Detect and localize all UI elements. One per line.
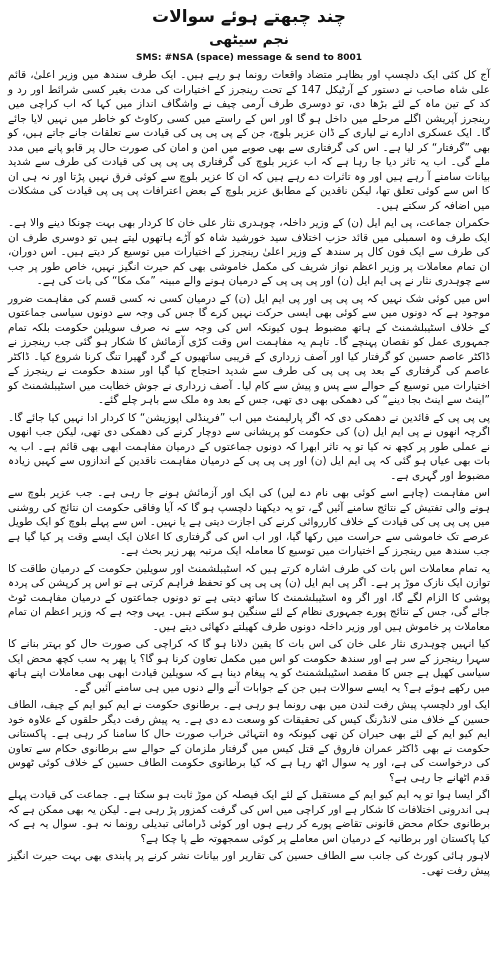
article-paragraph: یہ تمام معاملات اس بات کی طرف اشارہ کرتے ہیں کہ اسٹیبلشمنٹ اور سویلین حکومت کے درمیان طاقت کا توازن ایک نازک موڑ پر ہے۔ اگر پی ایم ایل (ن) پی پی پی کو تحفظ فراہم کرتی ہے تو اس پر کرپشن کی پردہ پوشی کا الزام لگے گا، اور اگر وہ اسٹیبلشمنٹ کا ساتھ دیتی ہے تو دونوں جماعتوں کے درمیان مفاہمت ٹوٹ جائے گی، جس کے نتائج پورے جمہوری نظام کے لئے سنگین ہو سکتے ہیں۔ یہی وجہ ہے کہ وزیر اعظم ان تمام معاملات پر خاموش ہیں اور وزیر داخلہ دونوں طرف کھیلتے دکھائی دیتے ہیں۔ [8,562,490,633]
article-paragraph: اگر ایسا ہوا تو یہ ایم کیو ایم کے مستقبل کے لئے ایک فیصلہ کن موڑ ثابت ہو سکتا ہے۔ جماعت کی قیادت پہلے ہی اندرونی اختلافات کا شکار ہے اور کراچی میں اس کی گرفت کمزور پڑ رہی ہے۔ لیکن یہ بھی ممکن ہے کہ برطانوی حکام محض قانونی تقاضے پورے کر رہے ہوں اور کوئی ڈرامائی تبدیلی رونما نہ ہو۔ سوال یہ ہے کہ کیا پاکستان اور برطانیہ کے درمیان اس معاملے پر کوئی سمجھوتہ طے پا چکا ہے؟ [8,789,490,845]
article-paragraph: لاہور ہائی کورٹ کی جانب سے الطاف حسین کی تقاریر اور بیانات نشر کرنے پر پابندی بھی بہت حیرت انگیز پیش رفت تھی۔ [8,850,490,877]
article-headline: چند چبھتے ہوئے سوالات [152,7,346,27]
sms-line: SMS: #NSA (space) message & send to 8001 [135,53,363,63]
article-paragraph: اس میں کوئی شک نہیں کہ پی پی پی اور پی ایم ایل (ن) کے درمیان کسی نہ کسی قسم کی مفاہمت ضرور موجود ہے کہ دونوں میں سے کوئی بھی ایسی حرکت نہیں کرے گا جس کی وجہ سے دونوں سیاسی جماعتوں کے خلاف اسٹیبلشمنٹ کے ہاتھ مضبوط ہوں کیونکہ اس کی وجہ سے نہ صرف سویلین حکومت بلکہ تمام جمہوری عمل کو نقصان پہنچے گا۔ تاہم یہ مفاہمت اس وقت کڑی آزمائش کا شکار ہو گئی جب رینجرز نے ڈاکٹر عاصم حسین کو گرفتار کیا اور آصف زرداری کے قریبی ساتھیوں کے گرد گھیرا تنگ کرنا شروع کیا۔ ڈاکٹر عاصم کی گرفتاری کے بعد پی پی پی کی طرف سے شدید احتجاج کیا گیا اور سندھ حکومت نے رینجرز کے اختیارات میں توسیع کے حوالے سے پس و پیش سے کام لیا۔ آصف زرداری نے جوش خطابت میں اسٹیبلشمنٹ کو ”اینٹ سے اینٹ بجا دینے“ کی دھمکی بھی دی تھی، جس کے بعد وہ ملک سے باہر چلے گئے۔ [8,292,490,406]
article-paragraph: کیا انہیں چوہدری نثار علی خان کی اس بات کا یقین دلانا ہو گا کہ کراچی کی صورت حال کو بہتر بنانے کا سہرا رینجرز کے سر ہے اور سندھ حکومت کو اس میں مکمل تعاون کرنا ہو گا؟ یا پھر یہ سب کچھ محض ایک سیاسی کھیل ہے جس کا مقصد اسٹیبلشمنٹ کو یہ پیغام دینا ہے کہ سویلین قیادت ابھی بھی معاملات اپنے ہاتھ میں رکھے ہوئے ہے؟ یہ ایسے سوالات ہیں جن کے جوابات آنے والے دنوں میں ہی سامنے آئیں گے۔ [8,638,490,694]
article-paragraph: اس مفاہمت (چاہے اسے کوئی بھی نام دے لیں) کی ایک اور آزمائش ہونے جا رہی ہے۔ جب عزیر بلوچ سے ہونے والی تفتیش کے نتائج سامنے آئیں گے، تو یہ دیکھنا دلچسپ ہو گا کہ آیا وفاقی حکومت ان نتائج کی روشنی میں پی پی پی کی قیادت کے خلاف کارروائی کرنے کی اجازت دیتی ہے یا نہیں۔ اس سے پہلے بلوچ کو ایک طویل عرصے تک خاموشی سے حراست میں رکھا گیا، اور اب اس کی گرفتاری کا اعلان ایک ایسے وقت پر کیا گیا ہے جب سندھ میں رینجرز کے اختیارات میں توسیع کا معاملہ ایک مرتبہ پھر زیر بحث ہے۔ [8,487,490,557]
article-paragraph: پی پی پی کے قائدین نے دھمکی دی کہ اگر پارلیمنٹ میں اب ”فرینڈلی اپوزیشن“ کا کردار ادا نہیں کیا جائے گا۔ اگرچہ انھوں نے پی ایم ایل (ن) کی حکومت کو پریشانی سے دوچار کرنے کی دھمکی دی تھی، لیکن جب انھوں نے عملی طور پر کچھ نہ کیا تو یہ تاثر ابھرا کہ دونوں جماعتوں کے درمیان مفاہمت ابھی بھی قائم ہے۔ اب یہ بات بھی عیاں ہو گئی کہ پی ایم ایل (ن) اور پی پی پی کے درمیان مفاہمت ناقدین کے اندازوں سے کہیں زیادہ مضبوط اور گہری ہے۔ [8,411,490,482]
article-author: نجم سیٹھی [209,32,289,48]
article-paragraph: حکمران جماعت، پی ایم ایل (ن) کے وزیر داخلہ، چوہدری نثار علی خان کا کردار بھی بہت چونکا دینے والا ہے۔ ایک طرف وہ اسمبلی میں قائد حزب اختلاف سید خورشید شاہ کو آڑے ہاتھوں لیتے ہیں تو دوسری طرف ان کی طرف سے ایک فون کال پر سندھ کے وزیر اعلیٰ رینجرز کے اختیارات میں توسیع کر دیتے ہیں۔ اس دوران، ان تمام معاملات پر وزیر اعظم نواز شریف کی مکمل خاموشی بھی کم حیرت انگیز نہیں، خاص طور پر جب سے چوہدری نثار نے پی ایم ایل (ن) اور پی پی پی کے درمیان ہونے والے مبینہ ”مک مکا“ کی بات کی ہے۔ [8,217,490,287]
article-paragraph: آج کل کئی ایک دلچسپ اور بظاہر متضاد واقعات رونما ہو رہے ہیں۔ ایک طرف سندھ میں وزیر اعلیٰ، قائم علی شاہ صاحب نے دستور کے آرٹیکل 147 کے تحت رینجرز کے اختیارات کی مدت بغیر کسی شرائط اور رد و کد کے تین ماہ کے لئے بڑھا دی، تو دوسری طرف آرمی چیف نے واشگاف انداز میں کہا کہ اب کراچی میں رینجرز آپریشن اگلے مرحلے میں داخل ہو گا اور اس کے راستے میں کسی رکاوٹ کو خاطر میں نہیں لایا جائے گا۔ ایک عسکری ادارے نے لیاری کے ڈان عزیر بلوچ، جن کے پی پی پی کی قیادت سے تعلقات جانے جاتے ہیں، کو بھی ”گرفتار“ کر لیا ہے۔ اس کی گرفتاری سے بھی صوبے میں امن و امان کی صورت حال پر قابو پانے میں مدد ملے گی۔ اب یہ تاثر دیا جا رہا ہے کہ اب عزیر بلوچ کی گرفتاری پی پی پی کی قیادت کی طرف سے شدید بیانات سامنے آ رہے ہیں اور وہ تاثرات دے رہے ہیں کہ ان کا عزیر بلوچ سے کوئی فرق نہیں پڑتا اور نہ ہی ان کا اس سے کوئی تعلق تھا، لیکن ناقدین کے مطابق عزیر بلوچ کے بعض اعترافات پی پی پی قیادت کی مشکلات میں اضافہ کر سکتے ہیں۔ [8,69,490,212]
article-body [8,68,490,878]
article-paragraph: ایک اور دلچسپ پیش رفت لندن میں بھی رونما ہو رہی ہے۔ برطانوی حکومت نے ایم کیو ایم کے چیف، الطاف حسین کے خلاف منی لانڈرنگ کیس کی تحقیقات کو وسعت دے دی ہے۔ یہ پیش رفت دیگر حلقوں کے علاوہ خود ایم کیو ایم کے لئے بھی حیران کن تھی کیونکہ وہ انتہائی خراب صورت حال کا سامنا کر رہی ہے۔ پاکستانی حکومت نے بھی ڈاکٹر عمران فاروق کے قتل کیس میں گرفتار ملزمان کے حوالے سے برطانوی حکام سے تعاون کی درخواست کی ہے، اور یہ سوال اٹھ رہا ہے کہ کیا برطانوی حکومت الطاف حسین کے خلاف کوئی ٹھوس قدم اٹھانے جا رہی ہے؟ [8,699,490,784]
